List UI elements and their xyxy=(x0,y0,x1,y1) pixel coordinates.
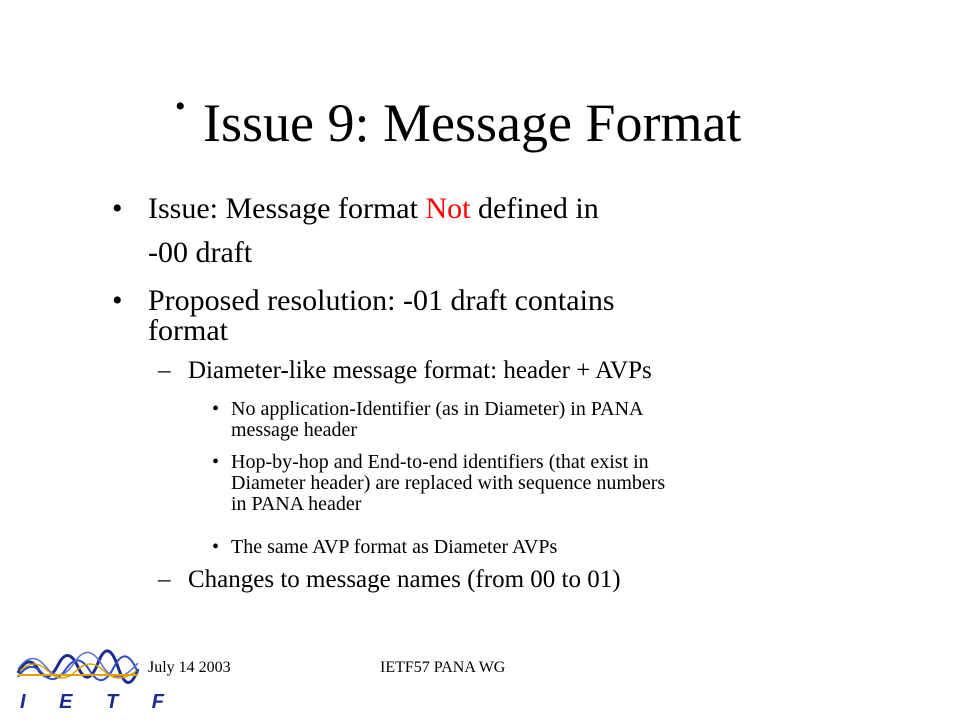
footer-date: July 14 2003 xyxy=(148,659,231,676)
subsub-line: The same AVP format as Diameter AVPs xyxy=(231,536,558,558)
bullet-issue-line2: -00 draft xyxy=(148,236,253,269)
subsub-line: message header xyxy=(231,419,358,441)
bullet-dot-icon: • xyxy=(112,192,123,225)
ietf-logo-wave-icon xyxy=(18,651,138,683)
ietf-logo xyxy=(16,645,178,713)
bullet-issue-text-end: defined in xyxy=(470,192,599,225)
bullet-resolution xyxy=(112,284,812,318)
dash-icon: – xyxy=(158,357,171,384)
bullet-resolution-text: Proposed resolution: -01 draft contains xyxy=(148,284,615,317)
small-bullet-icon: • xyxy=(212,398,220,420)
small-bullet-icon: • xyxy=(212,451,220,473)
highlight-not: Not xyxy=(425,192,471,225)
sub-bullet-format-text: Diameter-like message format: header + AVPs xyxy=(188,357,652,384)
subsub-line: Diameter header) are replaced with sequence numbers xyxy=(231,472,666,494)
dash-icon: – xyxy=(158,566,171,593)
title-text: Issue 9: Message Format xyxy=(203,93,742,153)
title-bullet-icon: • xyxy=(175,90,186,123)
footer-event: IETF57 PANA WG xyxy=(380,659,506,676)
bullet-resolution-cont xyxy=(112,314,812,348)
bullet-resolution-line2: format xyxy=(148,314,228,347)
bullet-issue xyxy=(112,192,812,226)
bullet-issue-cont xyxy=(112,236,812,270)
ietf-logo-text: I E T F xyxy=(20,691,178,713)
subsub-line: Hop-by-hop and End-to-end identifiers (that exist in xyxy=(231,451,649,473)
subsub-line: in PANA header xyxy=(231,493,362,515)
sub-bullet-names-text: Changes to message names (from 00 to 01) xyxy=(188,566,621,593)
small-bullet-icon: • xyxy=(212,536,220,558)
bullet-dot-icon: • xyxy=(112,284,123,317)
subsub-line: No application-Identifier (as in Diameter) in PANA xyxy=(231,398,644,420)
bullet-issue-text: Issue: Message format xyxy=(148,192,426,225)
